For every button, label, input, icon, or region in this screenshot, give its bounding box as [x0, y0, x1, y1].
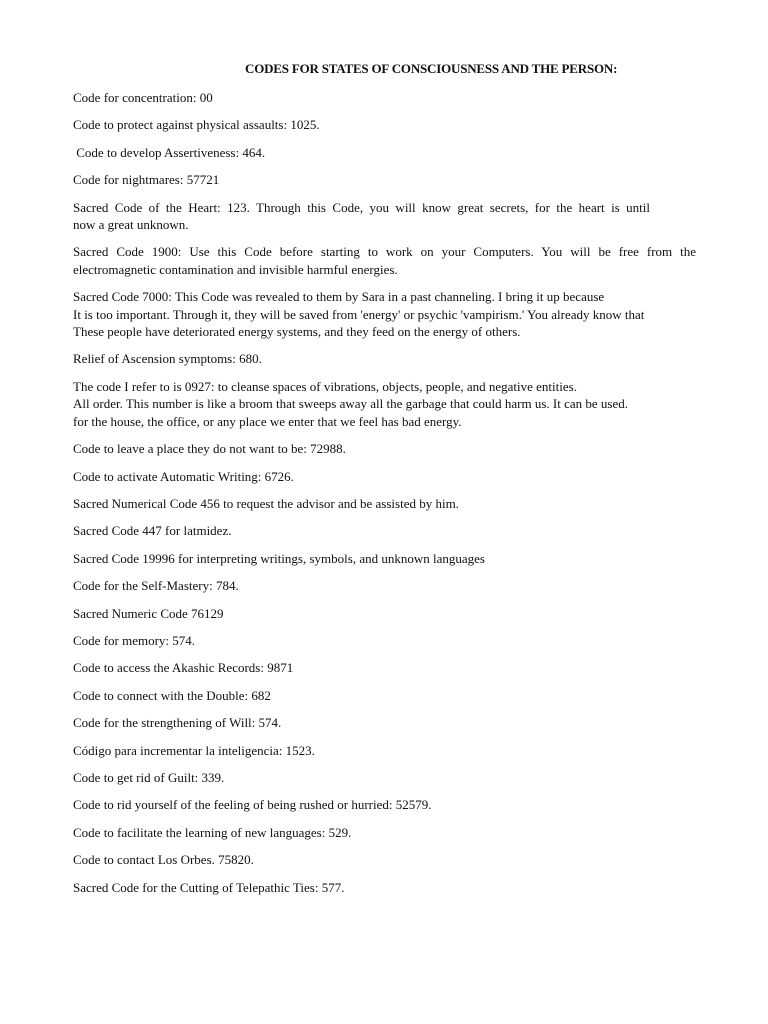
paragraph: [73, 171, 696, 188]
text-line: It is too important. Through it, they will be saved from 'energy' or psychic 'vampirism.' You already know that: [73, 306, 645, 322]
text-line: Sacred Code for the Cutting of Telepathic Ties: 577.: [73, 879, 345, 895]
text-line: Sacred Code 7000: This Code was revealed to them by Sara in a past channeling. I bring it up because: [73, 289, 605, 305]
text-line: electromagnetic contamination and invisible harmful energies.: [73, 261, 398, 277]
paragraph: [73, 687, 696, 704]
text-line: Code for the Self-Mastery: 784.: [73, 578, 239, 594]
paragraph: [73, 288, 696, 340]
text-line: Code for memory: 574.: [73, 632, 196, 648]
text-line: Sacred Code of the Heart: 123. Through this Code, you will know great secrets, for the heart is until: [73, 199, 650, 215]
text-line: Sacred Numeric Code 76129: [73, 605, 224, 621]
paragraph: [73, 522, 696, 539]
paragraph: [73, 199, 696, 234]
paragraph: [73, 824, 696, 841]
paragraph: [73, 378, 696, 430]
paragraph: [73, 577, 696, 594]
text-line: Code to access the Akashic Records: 9871: [73, 660, 294, 676]
paragraph: [73, 495, 696, 512]
paragraph: [73, 879, 696, 896]
text-line: All order. This number is like a broom that sweeps away all the garbage that could harm us. It can be used.: [73, 396, 628, 412]
text-line: Sacred Code 19996 for interpreting writings, symbols, and unknown languages: [73, 550, 485, 566]
text-line: Sacred Numerical Code 456 to request the advisor and be assisted by him.: [73, 495, 459, 511]
paragraph: [73, 714, 696, 731]
text-line: Relief of Ascension symptoms: 680.: [73, 351, 262, 367]
text-line: Code to rid yourself of the feeling of being rushed or hurried: 52579.: [73, 797, 432, 813]
document-body: [73, 89, 696, 906]
paragraph: [73, 659, 696, 676]
paragraph: [73, 550, 696, 567]
text-line: Code for the strengthening of Will: 574.: [73, 715, 282, 731]
text-line: Sacred Code 1900: Use this Code before starting to work on your Computers. You will be free from the: [73, 244, 696, 260]
text-line: Code to facilitate the learning of new languages: 529.: [73, 824, 352, 840]
paragraph: [73, 851, 696, 868]
paragraph: [73, 468, 696, 485]
text-line: Code for nightmares: 57721: [73, 172, 220, 188]
text-line: Código para incrementar la inteligencia: 1523.: [73, 742, 315, 758]
text-line: Code to protect against physical assaults: 1025.: [73, 117, 320, 133]
paragraph: [73, 440, 696, 457]
document-title: CODES FOR STATES OF CONSCIOUSNESS AND THE PERSON:: [245, 61, 618, 76]
text-line: Code to get rid of Guilt: 339.: [73, 769, 225, 785]
text-line: The code I refer to is 0927: to cleanse spaces of vibrations, objects, people, and negative entities.: [73, 378, 577, 394]
paragraph: [73, 742, 696, 759]
text-line: Sacred Code 447 for latmidez.: [73, 523, 232, 539]
paragraph: [73, 116, 696, 133]
text-line: Code to connect with the Double: 682: [73, 687, 271, 703]
paragraph: [73, 89, 696, 106]
text-line: for the house, the office, or any place we enter that we feel has bad energy.: [73, 413, 462, 429]
text-line: now a great unknown.: [73, 217, 189, 233]
text-line: Code to develop Assertiveness: 464.: [73, 144, 266, 160]
paragraph: [73, 243, 696, 278]
paragraph: [73, 769, 696, 786]
text-line: Code to contact Los Orbes. 75820.: [73, 852, 254, 868]
paragraph: [73, 632, 696, 649]
text-line: Code to activate Automatic Writing: 6726.: [73, 468, 294, 484]
paragraph: [73, 796, 696, 813]
paragraph: [73, 350, 696, 367]
paragraph: [73, 605, 696, 622]
text-line: Code for concentration: 00: [73, 90, 213, 105]
text-line: Code to leave a place they do not want to be: 72988.: [73, 441, 346, 457]
text-line: These people have deteriorated energy systems, and they feed on the energy of others.: [73, 324, 521, 340]
paragraph: [73, 144, 696, 161]
